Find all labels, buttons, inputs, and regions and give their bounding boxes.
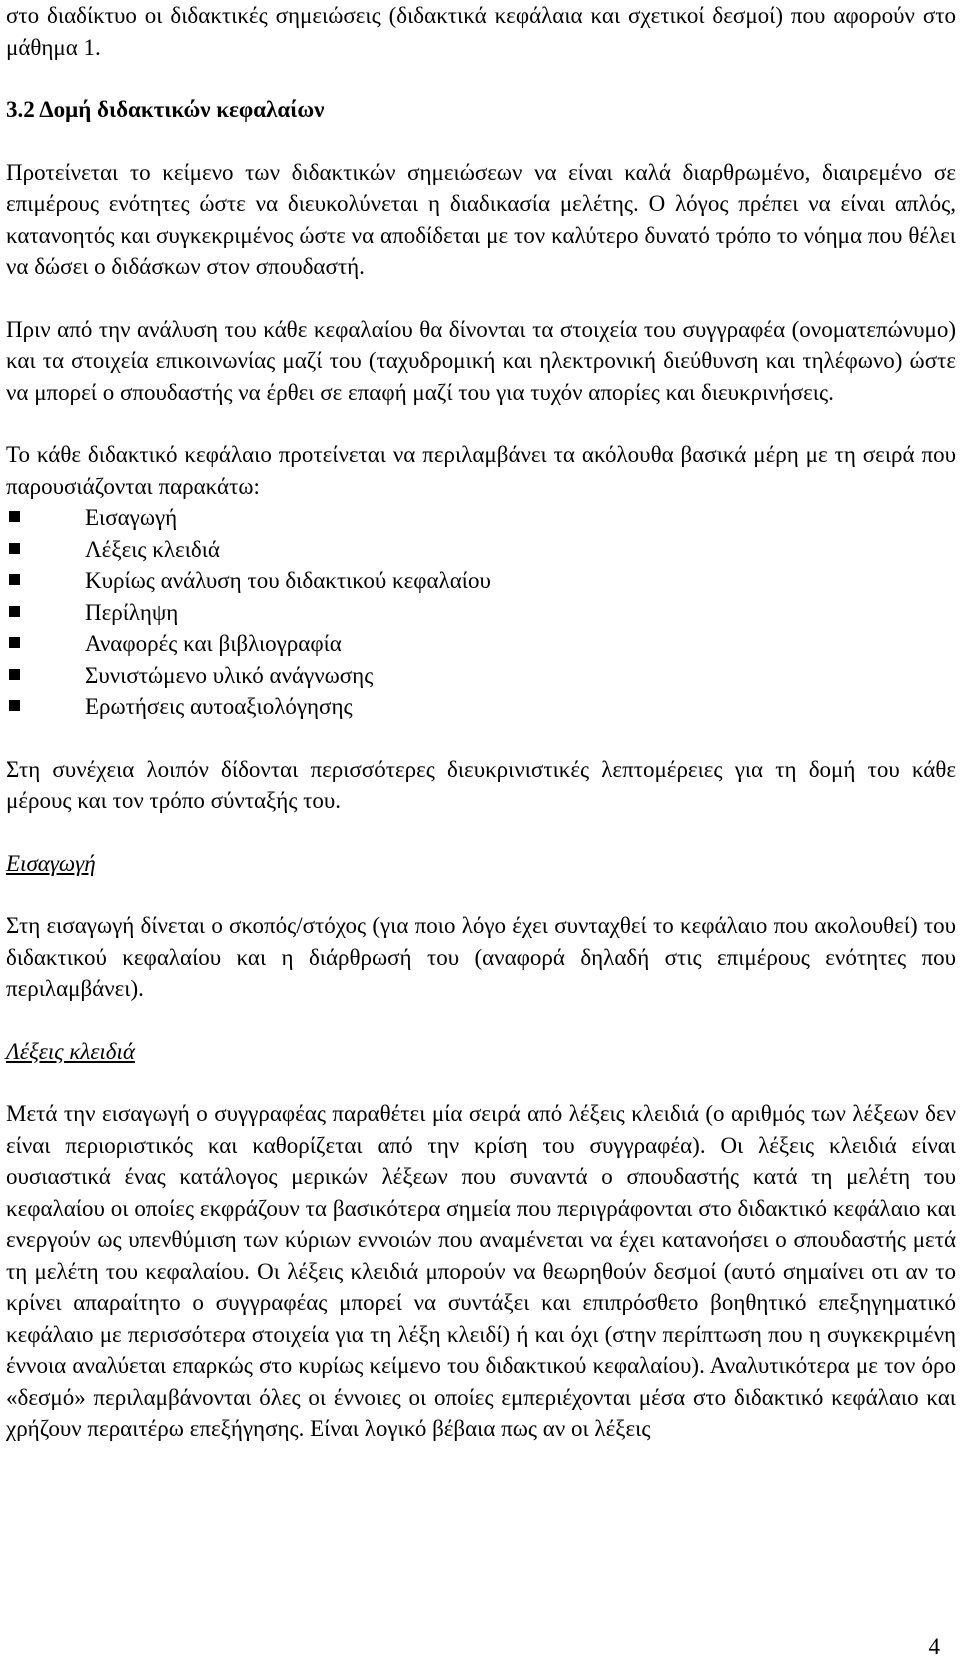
square-bullet-icon <box>9 606 20 617</box>
square-bullet-icon <box>9 511 20 522</box>
square-bullet-icon <box>9 637 20 648</box>
square-bullet-icon <box>9 543 20 554</box>
subsection-body-introduction: Στη εισαγωγή δίνεται ο σκοπός/στόχος (για ποιο λόγο έχει συνταχθεί το κεφάλαιο που ακολουθεί) του διδακτικού κεφαλαίου και η διάρθρωσή του (αναφορά δηλαδή στις επιμέρους ενότητες που περιλαμβάνει). <box>6 913 956 1001</box>
list-item: Κυρίως ανάλυση του διδακτικού κεφαλαίου <box>6 565 956 597</box>
continuation-paragraph: Στη συνέχεια λοιπόν δίδονται περισσότερες διευκρινιστικές λεπτομέρειες για τη δομή του κάθε μέρους και τον τρόπο σύνταξής του. <box>6 756 956 813</box>
chapter-parts-list <box>6 502 956 723</box>
section-heading: 3.2 Δομή διδακτικών κεφαλαίων <box>6 97 325 122</box>
paragraph-chapter-parts: Το κάθε διδακτικό κεφάλαιο προτείνεται να περιλαμβάνει τα ακόλουθα βασικά μέρη με τη σειρά που παρουσιάζονται παρακάτω: <box>6 442 956 499</box>
list-item: Ερωτήσεις αυτοαξιολόγησης <box>6 691 956 723</box>
intro-paragraph: στο διαδίκτυο οι διδακτικές σημειώσεις (διδακτικά κεφάλαια και σχετικοί δεσμοί) που αφορούν στο μάθημα 1. <box>6 3 956 60</box>
subsection-title-keywords: Λέξεις κλειδιά <box>6 1038 135 1064</box>
list-item: Αναφορές και βιβλιογραφία <box>6 628 956 660</box>
square-bullet-icon <box>9 700 20 711</box>
list-item: Συνιστώμενο υλικό ανάγνωσης <box>6 660 956 692</box>
paragraph-structure: Προτείνεται το κείμενο των διδακτικών σημειώσεων να είναι καλά διαρθρωμένο, διαιρεμένο σε επιμέρους ενότητες ώστε να διευκολύνεται η διαδικασία μελέτης. Ο λόγος πρέπει να είναι απλός, κατανοητός και συγκεκριμένος ώστε να αποδίδεται με τον καλύτερο δυνατό τρόπο το νόημα που θέλει να δώσει ο διδάσκων στον σπουδαστή. <box>6 159 956 279</box>
subsection-body-keywords: Μετά την εισαγωγή ο συγγραφέας παραθέτει μία σειρά από λέξεις κλειδιά (ο αριθμός των λέξεων δεν είναι περιοριστικός και καθορίζεται από την κρίση του συγγραφέα). Οι λέξεις κλειδιά είναι ουσιαστικά ένας κατάλογος μερικών λέξεων που συναντά ο σπουδαστής κατά τη μελέτη του κεφαλαίου οι οποίες εκφράζουν τα βασικότερα σημεία που περιγράφονται στο διδακτικό κεφάλαιο και ενεργούν ως υπενθύμιση των κύριων εννοιών που αναμένεται να έχει κατανοήσει ο σπουδαστής μετά τη μελέτη του κεφαλαίου. Οι λέξεις κλειδιά μπορούν να θεωρηθούν δεσμοί (αυτό σημαίνει οτι αν το κρίνει απαραίτητο ο συγγραφέας μπορεί να συντάξει και επιπρόσθετο βοηθητικό επεξηγηματικό κεφάλαιο με περισσότερα στοιχεία για τη λέξη κλειδί) ή και όχι (στην περίπτωση που η συγκεκριμένη έννοια αναλύεται επαρκώς στο κυρίως κείμενο του διδακτικού κεφαλαίου). Αναλυτικότερα με τον όρο «δεσμό» περιλαμβάνονται όλες οι έννοιες οι οποίες εμπεριέχονται μέσα στο διδακτικό κεφάλαιο και χρήζουν περαιτέρω επεξήγησης. Είναι λογικό βέβαια πως αν οι λέξεις <box>6 1101 956 1441</box>
list-item: Περίληψη <box>6 597 956 629</box>
square-bullet-icon <box>9 574 20 585</box>
page-number: 4 <box>928 1634 940 1659</box>
list-item: Εισαγωγή <box>6 502 956 534</box>
paragraph-author-info: Πριν από την ανάλυση του κάθε κεφαλαίου θα δίνονται τα στοιχεία του συγγραφέα (ονοματεπώνυμο) και τα στοιχεία επικοινωνίας μαζί του (ταχυδρομική και ηλεκτρονική διεύθυνση και τηλέφωνο) ώστε να μπορεί ο σπουδαστής να έρθει σε επαφή μαζί του για τυχόν απορίες και διευκρινήσεις. <box>6 316 956 405</box>
subsection-title-introduction: Εισαγωγή <box>6 850 96 876</box>
list-item: Λέξεις κλειδιά <box>6 534 956 566</box>
document-page <box>6 0 956 1445</box>
square-bullet-icon <box>9 669 20 680</box>
